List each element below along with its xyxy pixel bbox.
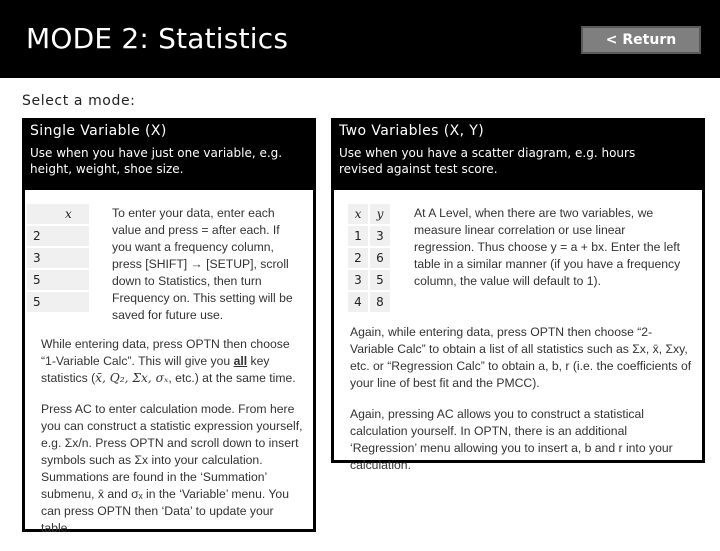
table-cell: 5 bbox=[26, 269, 90, 291]
single-variable-para-1 bbox=[41, 336, 303, 387]
page-title bbox=[26, 22, 288, 55]
table-cell: 5 bbox=[369, 269, 391, 291]
single-variable-para-2: Press AC to enter calculation mode. From here you can construct a statistic expression yourself, e.g. Σx/n. Press OPTN and scroll down to insert symbols such as Σx into your calculation. Summations are found in the ‘Summation’ submenu, x̄ and σₓ in the ‘Variable’ menu. You can press OPTN then ‘Data’ to update your table. bbox=[41, 402, 303, 535]
table-header-x: x bbox=[347, 203, 369, 225]
two-variable-instructions bbox=[350, 324, 694, 488]
single-variable-table bbox=[25, 202, 91, 314]
title-mode: MODE 2 bbox=[26, 22, 140, 55]
single-variable-card[interactable] bbox=[22, 118, 316, 535]
two-variable-table bbox=[346, 202, 392, 314]
table-cell: 2 bbox=[26, 225, 90, 247]
para-math: x̄, Q₂, Σx, σₓ bbox=[95, 371, 169, 385]
two-variable-card-head bbox=[331, 118, 705, 187]
header-bar bbox=[0, 0, 720, 78]
two-variable-para-2: Again, pressing AC allows you to construct a statistical calculation yourself. In OPTN, there is an additional ‘Regression’ menu allowing you to insert a, b and r into your calculation. bbox=[350, 407, 673, 472]
table-cell: 6 bbox=[369, 247, 391, 269]
single-variable-title: Single Variable (X) bbox=[30, 123, 167, 139]
single-variable-side-text: To enter your data, enter each value and press = after each. If you want a frequency column, press [SHIFT] → [SETUP], scroll down to Statistics, then turn Frequency on. This setting will be saved for future use. bbox=[112, 206, 293, 322]
single-variable-panel bbox=[25, 190, 313, 535]
two-variable-para-1: Again, while entering data, press OPTN then choose “2-Variable Calc” to obtain a list of all statistics such as Σx, x̄, Σxy, etc. or “Regression Calc” to obtain a, b, r (i.e. the coefficients of your line of best fit and the PMCC). bbox=[350, 325, 692, 390]
table-cell: 3 bbox=[347, 269, 369, 291]
para-bold: all bbox=[233, 354, 248, 368]
title-rest: : Statistics bbox=[139, 22, 289, 55]
two-variable-card[interactable] bbox=[331, 118, 705, 472]
single-variable-instructions bbox=[41, 336, 303, 551]
table-cell: 3 bbox=[369, 225, 391, 247]
para-text: key statistics ( bbox=[41, 354, 270, 385]
table-cell: 2 bbox=[347, 247, 369, 269]
table-cell: 3 bbox=[26, 247, 90, 269]
table-header-x: x bbox=[26, 203, 90, 225]
table-cell: 8 bbox=[369, 291, 391, 313]
para-text: , etc.) at the same time. bbox=[168, 371, 296, 385]
two-variable-panel bbox=[334, 190, 702, 472]
select-mode-label: Select a mode: bbox=[22, 93, 136, 109]
two-variable-side-text: At A Level, when there are two variables, we measure linear correlation or use linear regression. Thus choose y = a + bx. Enter the left table in a similar manner (if you have a frequency column, the value will default to 1). bbox=[414, 206, 681, 288]
table-cell: 4 bbox=[347, 291, 369, 313]
single-variable-card-head bbox=[22, 118, 316, 187]
table-cell: 5 bbox=[26, 291, 90, 313]
table-cell: 1 bbox=[347, 225, 369, 247]
para-text: While entering data, press OPTN then choose “1-Variable Calc”. This will give you bbox=[41, 337, 290, 368]
table-header-y: y bbox=[369, 203, 391, 225]
return-button[interactable]: < Return bbox=[581, 26, 701, 54]
two-variable-title: Two Variables (X, Y) bbox=[339, 123, 485, 139]
two-variable-description: Use when you have a scatter diagram, e.g. hours revised against test score. bbox=[339, 146, 636, 176]
single-variable-description: Use when you have just one variable, e.g. height, weight, shoe size. bbox=[30, 146, 283, 176]
